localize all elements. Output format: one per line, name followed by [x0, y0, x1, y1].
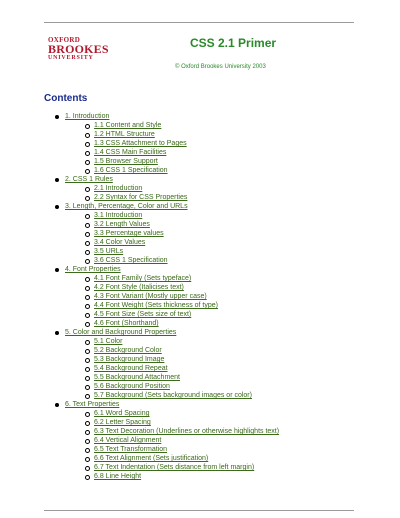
toc-subsection-link[interactable]: 4.6 Font (Shorthand)	[94, 320, 159, 327]
toc-section-link[interactable]: 2. CSS 1 Rules	[65, 176, 113, 183]
toc-section	[55, 328, 279, 400]
toc-subsection-link[interactable]: 6.6 Text Alignment (Sets justification)	[94, 455, 209, 462]
toc-subsection-list	[65, 274, 279, 328]
toc-subsection	[85, 211, 279, 220]
toc-subsection	[85, 472, 279, 481]
toc-subsection-link[interactable]: 4.2 Font Style (Italicises text)	[94, 284, 184, 291]
toc-subsection-link[interactable]: 6.1 Word Spacing	[94, 410, 150, 417]
toc-subsection	[85, 355, 279, 364]
toc-subsection-link[interactable]: 6.3 Text Decoration (Underlines or otherwise highlights text)	[94, 428, 280, 435]
toc-subsection	[85, 436, 279, 445]
toc-subsection-link[interactable]: 3.1 Introduction	[94, 212, 143, 219]
toc-subsection	[85, 184, 279, 193]
toc-subsection-list	[65, 211, 279, 265]
footer-divider	[44, 510, 354, 511]
toc-subsection-link[interactable]: 4.5 Font Size (Sets size of text)	[94, 311, 192, 318]
toc-subsection-link[interactable]: 6.5 Text Transformation	[94, 446, 168, 453]
toc-subsection	[85, 130, 279, 139]
toc-section-link[interactable]: 3. Length, Percentage, Color and URLs	[65, 203, 188, 210]
contents-heading: Contents	[44, 93, 88, 104]
toc-subsection-link[interactable]: 5.2 Background Color	[94, 347, 162, 354]
toc-section	[55, 400, 279, 481]
toc-subsection	[85, 301, 279, 310]
toc-subsection	[85, 445, 279, 454]
toc-subsection	[85, 319, 279, 328]
toc-subsection-link[interactable]: 1.4 CSS Main Facilities	[94, 149, 167, 156]
toc-subsection	[85, 337, 279, 346]
toc-subsection	[85, 229, 279, 238]
toc-subsection-link[interactable]: 6.7 Text Indentation (Sets distance from left margin)	[94, 464, 255, 471]
toc-subsection-link[interactable]: 1.3 CSS Attachment to Pages	[94, 140, 187, 147]
toc-subsection-link[interactable]: 1.6 CSS 1 Specification	[94, 167, 168, 174]
toc-subsection-link[interactable]: 4.1 Font Family (Sets typeface)	[94, 275, 192, 282]
page-title: CSS 2.1 Primer	[190, 36, 277, 50]
toc-subsection-list	[65, 409, 279, 481]
toc-subsection-list	[65, 184, 279, 202]
toc-subsection	[85, 427, 279, 436]
toc-subsection	[85, 373, 279, 382]
toc-section-link[interactable]: 6. Text Properties	[65, 401, 120, 408]
toc-subsection-list	[65, 121, 279, 175]
toc-section	[55, 265, 279, 328]
toc-section	[55, 175, 279, 202]
logo-line-oxford: OXFORD	[48, 36, 81, 44]
oxford-brookes-logo	[48, 37, 108, 63]
toc-subsection	[85, 256, 279, 265]
toc-subsection	[85, 193, 279, 202]
toc-subsection	[85, 283, 279, 292]
toc-subsection	[85, 463, 279, 472]
toc-subsection	[85, 220, 279, 229]
toc-subsection-link[interactable]: 4.4 Font Weight (Sets thickness of type)	[94, 302, 218, 309]
toc-subsection-link[interactable]: 6.4 Vertical Alignment	[94, 437, 162, 444]
toc-subsection-link[interactable]: 5.6 Background Position	[94, 383, 170, 390]
toc-section	[55, 202, 279, 265]
toc-subsection	[85, 148, 279, 157]
table-of-contents	[55, 112, 279, 481]
toc-subsection-link[interactable]: 1.5 Browser Support	[94, 158, 158, 165]
toc-subsection-list	[65, 337, 279, 400]
toc-subsection-link[interactable]: 3.4 Color Values	[94, 239, 146, 246]
toc-subsection	[85, 157, 279, 166]
toc-subsection-link[interactable]: 5.7 Background (Sets background images or color)	[94, 392, 252, 399]
toc-subsection-link[interactable]: 1.2 HTML Structure	[94, 131, 155, 138]
toc-subsection-link[interactable]: 6.8 Line Height	[94, 473, 142, 480]
toc-section-link[interactable]: 4. Font Properties	[65, 266, 121, 273]
toc-subsection-link[interactable]: 2.2 Syntax for CSS Properties	[94, 194, 188, 201]
toc-subsection	[85, 121, 279, 130]
toc-subsection	[85, 382, 279, 391]
toc-subsection-link[interactable]: 2.1 Introduction	[94, 185, 143, 192]
toc-subsection-link[interactable]: 3.3 Percentage values	[94, 230, 164, 237]
toc-section-link[interactable]: 1. Introduction	[65, 113, 110, 120]
toc-subsection-link[interactable]: 5.3 Background Image	[94, 356, 165, 363]
toc-subsection	[85, 346, 279, 355]
toc-subsection-link[interactable]: 5.4 Background Repeat	[94, 365, 168, 372]
toc-subsection	[85, 310, 279, 319]
toc-subsection	[85, 409, 279, 418]
toc-subsection	[85, 454, 279, 463]
toc-subsection	[85, 391, 279, 400]
toc-subsection-link[interactable]: 3.5 URLs	[94, 248, 124, 255]
toc-subsection	[85, 166, 279, 175]
toc-subsection-link[interactable]: 4.3 Font Variant (Mostly upper case)	[94, 293, 207, 300]
toc-subsection	[85, 247, 279, 256]
toc-subsection-link[interactable]: 1.1 Content and Style	[94, 122, 162, 129]
toc-subsection-link[interactable]: 3.6 CSS 1 Specification	[94, 257, 168, 264]
toc-section	[55, 112, 279, 175]
toc-subsection-link[interactable]: 3.2 Length Values	[94, 221, 150, 228]
toc-section-link[interactable]: 5. Color and Background Properties	[65, 329, 177, 336]
logo-line-university: UNIVERSITY	[48, 55, 94, 61]
toc-subsection	[85, 418, 279, 427]
toc-subsection-link[interactable]: 5.5 Background Attachment	[94, 374, 180, 381]
toc-subsection	[85, 139, 279, 148]
copyright-notice: © Oxford Brookes University 2003	[175, 64, 266, 70]
toc-subsection-link[interactable]: 6.2 Letter Spacing	[94, 419, 151, 426]
logo-line-brookes: BROOKES	[48, 42, 109, 56]
toc-subsection-link[interactable]: 5.1 Color	[94, 338, 123, 345]
header-divider	[44, 22, 354, 23]
toc-subsection	[85, 274, 279, 283]
toc-subsection	[85, 238, 279, 247]
toc-subsection	[85, 364, 279, 373]
toc-subsection	[85, 292, 279, 301]
